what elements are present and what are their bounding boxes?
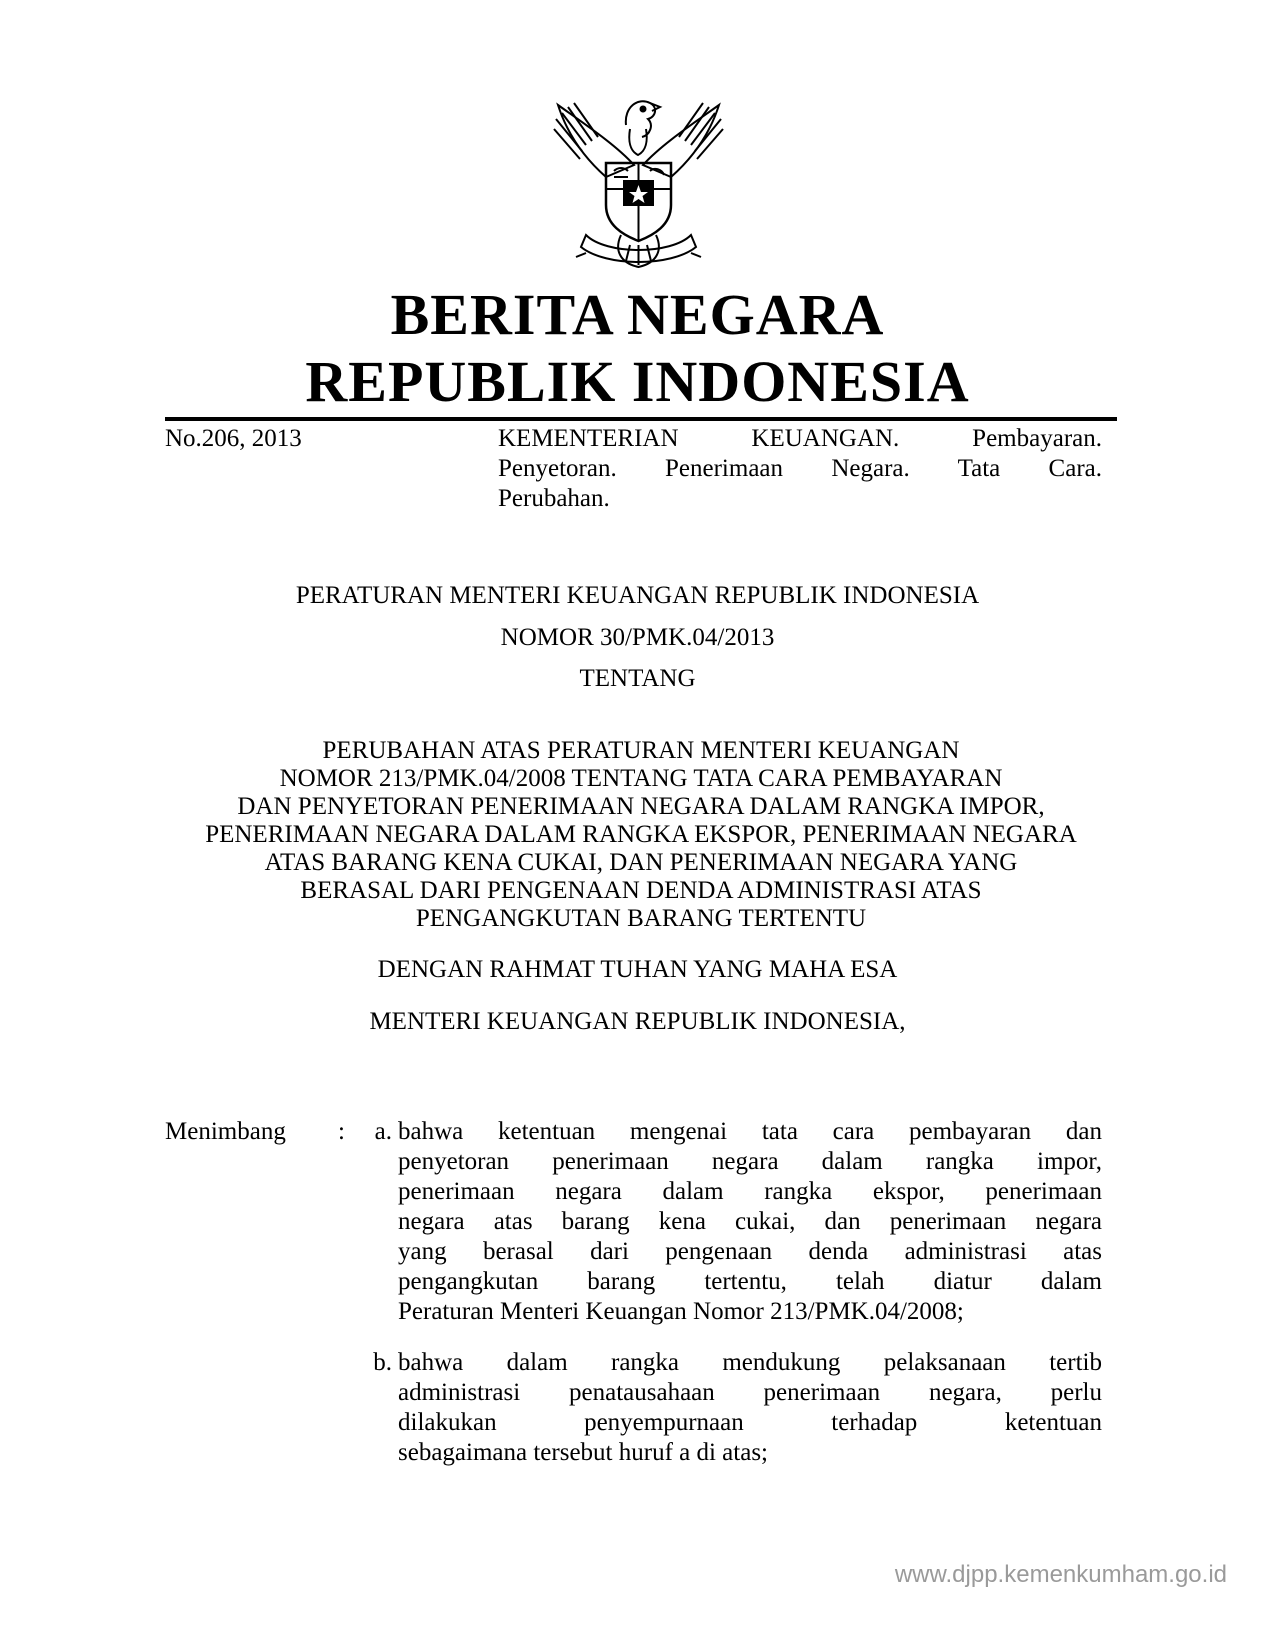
regulation-subject-line: PENGANGKUTAN BARANG TERTENTU bbox=[415, 905, 867, 932]
gazette-title-line-2: REPUBLIK INDONESIA bbox=[305, 349, 970, 414]
clause-text bbox=[398, 1117, 1102, 1327]
gazette-summary bbox=[498, 424, 1102, 514]
clause-text bbox=[398, 1348, 1102, 1468]
gazette-summary-line: Penyetoran. Penerimaan Negara. Tata Cara. bbox=[498, 455, 1102, 482]
garuda-emblem-icon bbox=[546, 85, 731, 280]
regulation-subject-line: BERASAL DARI PENGENAAN DENDA ADMINISTRASI ATAS bbox=[300, 877, 982, 904]
clause-line: penyetoran penerimaan negara dalam rangka impor, bbox=[398, 1148, 1102, 1175]
invocation: DENGAN RAHMAT TUHAN YANG MAHA ESA bbox=[377, 956, 898, 983]
regulation-number: NOMOR 30/PMK.04/2013 bbox=[500, 624, 775, 651]
masthead-divider bbox=[165, 417, 1117, 421]
considering-label: Menimbang bbox=[165, 1118, 286, 1145]
regulation-subject bbox=[165, 737, 1117, 933]
clause-line: yang berasal dari pengenaan denda administrasi atas bbox=[398, 1238, 1102, 1265]
regulation-subject-line: ATAS BARANG KENA CUKAI, DAN PENERIMAAN NEGARA YANG bbox=[264, 849, 1018, 876]
gazette-number: No.206, 2013 bbox=[165, 425, 302, 452]
regulation-subject-line: PENERIMAAN NEGARA DALAM RANGKA EKSPOR, PENERIMAAN NEGARA bbox=[205, 821, 1077, 848]
clause-line: bahwa ketentuan mengenai tata cara pembayaran dan bbox=[398, 1118, 1102, 1145]
watermark-url: www.djpp.kemenkumham.go.id bbox=[894, 1561, 1227, 1588]
clause-line: penerimaan negara dalam rangka ekspor, penerimaan bbox=[398, 1178, 1102, 1205]
clause-line: dilakukan penyempurnaan terhadap ketentuan bbox=[398, 1409, 1102, 1436]
clause-line: Peraturan Menteri Keuangan Nomor 213/PMK.04/2008; bbox=[398, 1298, 964, 1325]
considering-clause-a bbox=[350, 1117, 1102, 1327]
considering-clause-b bbox=[350, 1348, 1102, 1468]
clause-line: negara atas barang kena cukai, dan penerimaan negara bbox=[398, 1208, 1102, 1235]
clause-line: sebagaimana tersebut huruf a di atas; bbox=[398, 1439, 768, 1466]
regulation-heading: PERATURAN MENTERI KEUANGAN REPUBLIK INDONESIA bbox=[295, 582, 980, 609]
clause-line: administrasi penatausahaan penerimaan negara, perlu bbox=[398, 1379, 1102, 1406]
clause-letter: a. bbox=[374, 1118, 392, 1145]
gazette-summary-line: Perubahan. bbox=[498, 485, 610, 512]
regulation-subject-line: DAN PENYETORAN PENERIMAAN NEGARA DALAM RANGKA IMPOR, bbox=[237, 793, 1045, 820]
regulation-subject-line: NOMOR 213/PMK.04/2008 TENTANG TATA CARA PEMBAYARAN bbox=[279, 765, 1003, 792]
clause-letter: b. bbox=[373, 1349, 392, 1376]
gazette-title-line-1: BERITA NEGARA bbox=[390, 282, 885, 347]
regulation-about: TENTANG bbox=[579, 665, 696, 692]
clause-line: pengangkutan barang tertentu, telah diatur dalam bbox=[398, 1268, 1102, 1295]
considering-colon: : bbox=[338, 1118, 345, 1145]
gazette-summary-line: KEMENTERIAN KEUANGAN. Pembayaran. bbox=[498, 425, 1102, 452]
issuer: MENTERI KEUANGAN REPUBLIK INDONESIA, bbox=[369, 1008, 906, 1035]
clause-line: bahwa dalam rangka mendukung pelaksanaan tertib bbox=[398, 1349, 1102, 1376]
regulation-subject-line: PERUBAHAN ATAS PERATURAN MENTERI KEUANGAN bbox=[322, 737, 960, 764]
